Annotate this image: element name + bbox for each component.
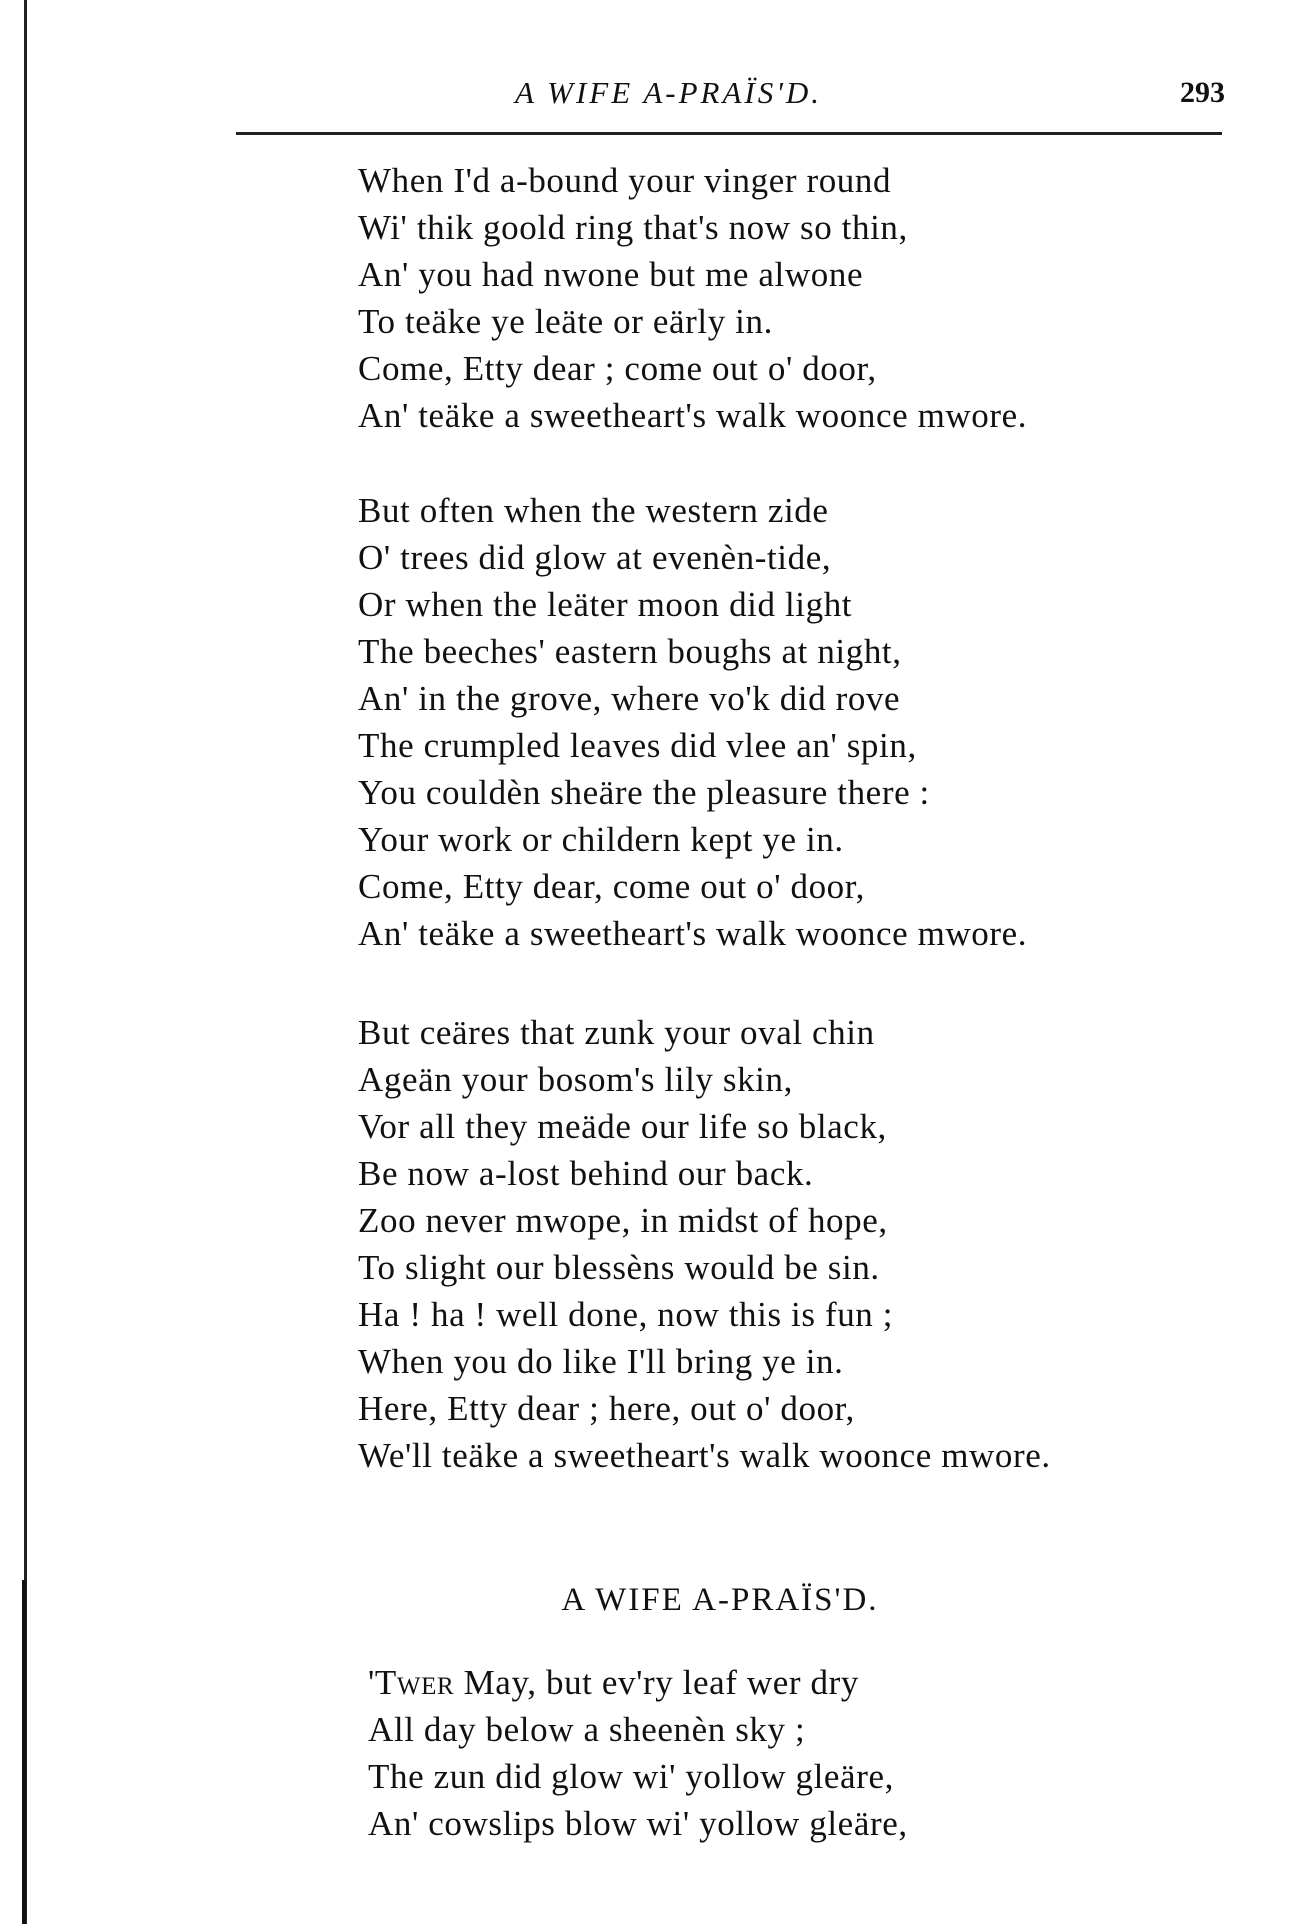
poem-line: An' you had nwone but me alwone bbox=[358, 255, 864, 294]
page-number: 293 bbox=[1180, 76, 1225, 109]
poem-line: When I'd a-bound your vinger round bbox=[358, 161, 892, 200]
poem-line: To slight our blessèns would be sin. bbox=[358, 1248, 880, 1287]
first-line-rest: May, but ev'ry leaf wer dry bbox=[454, 1663, 859, 1702]
poem-line: Here, Etty dear ; here, out o' door, bbox=[358, 1389, 855, 1428]
poem-line: Come, Etty dear ; come out o' door, bbox=[358, 349, 877, 388]
poem-line: An' cowslips blow wi' yollow gleäre, bbox=[368, 1804, 908, 1843]
poem-line: To teäke ye leäte or eärly in. bbox=[358, 302, 773, 341]
poem-line: When you do like I'll bring ye in. bbox=[358, 1342, 844, 1381]
poem-line: We'll teäke a sweetheart's walk woonce mwore. bbox=[358, 1436, 1051, 1475]
poem-line: The zun did glow wi' yollow gleäre, bbox=[368, 1757, 894, 1796]
poem-line: An' in the grove, where vo'k did rove bbox=[358, 679, 901, 718]
stanza-2 bbox=[358, 487, 1027, 957]
poem-line: But often when the western zide bbox=[358, 491, 829, 530]
poem-line: Your work or childern kept ye in. bbox=[358, 820, 844, 859]
poem-line: Wi' thik goold ring that's now so thin, bbox=[358, 208, 908, 247]
poem-line bbox=[368, 1659, 908, 1706]
poem-line: You couldèn sheäre the pleasure there : bbox=[358, 773, 930, 812]
poem-line: An' teäke a sweetheart's walk woonce mwore. bbox=[358, 914, 1028, 953]
header-rule bbox=[236, 132, 1222, 135]
stanza-1 bbox=[358, 157, 1027, 439]
poem-line: Be now a-lost behind our back. bbox=[358, 1154, 814, 1193]
poem-line: Ha ! ha ! well done, now this is fun ; bbox=[358, 1295, 894, 1334]
poem-line: But ceäres that zunk your oval chin bbox=[358, 1013, 875, 1052]
poem-line: Come, Etty dear, come out o' door, bbox=[358, 867, 865, 906]
poem-line: The beeches' eastern boughs at night, bbox=[358, 632, 902, 671]
poem-line: Ageän your bosom's lily skin, bbox=[358, 1060, 793, 1099]
poem-line: O' trees did glow at evenèn-tide, bbox=[358, 538, 832, 577]
poem-line: Zoo never mwope, in midst of hope, bbox=[358, 1201, 888, 1240]
poem-line: The crumpled leaves did vlee an' spin, bbox=[358, 726, 917, 765]
poem-line: All day below a sheenèn sky ; bbox=[368, 1710, 806, 1749]
poem-line: Or when the leäter moon did light bbox=[358, 585, 853, 624]
poem-title: A WIFE A-PRAÏS'D. bbox=[561, 1582, 879, 1618]
new-poem-stanza bbox=[368, 1659, 908, 1847]
poem-line: An' teäke a sweetheart's walk woonce mwore. bbox=[358, 396, 1028, 435]
poem-line: Vor all they meäde our life so black, bbox=[358, 1107, 887, 1146]
page-edge-shadow bbox=[22, 1580, 26, 1924]
running-header bbox=[0, 70, 1305, 116]
running-header-title: A WIFE A-PRAÏS'D. bbox=[515, 75, 822, 110]
first-word: 'Twer bbox=[368, 1663, 455, 1702]
stanza-3 bbox=[358, 1009, 1051, 1479]
